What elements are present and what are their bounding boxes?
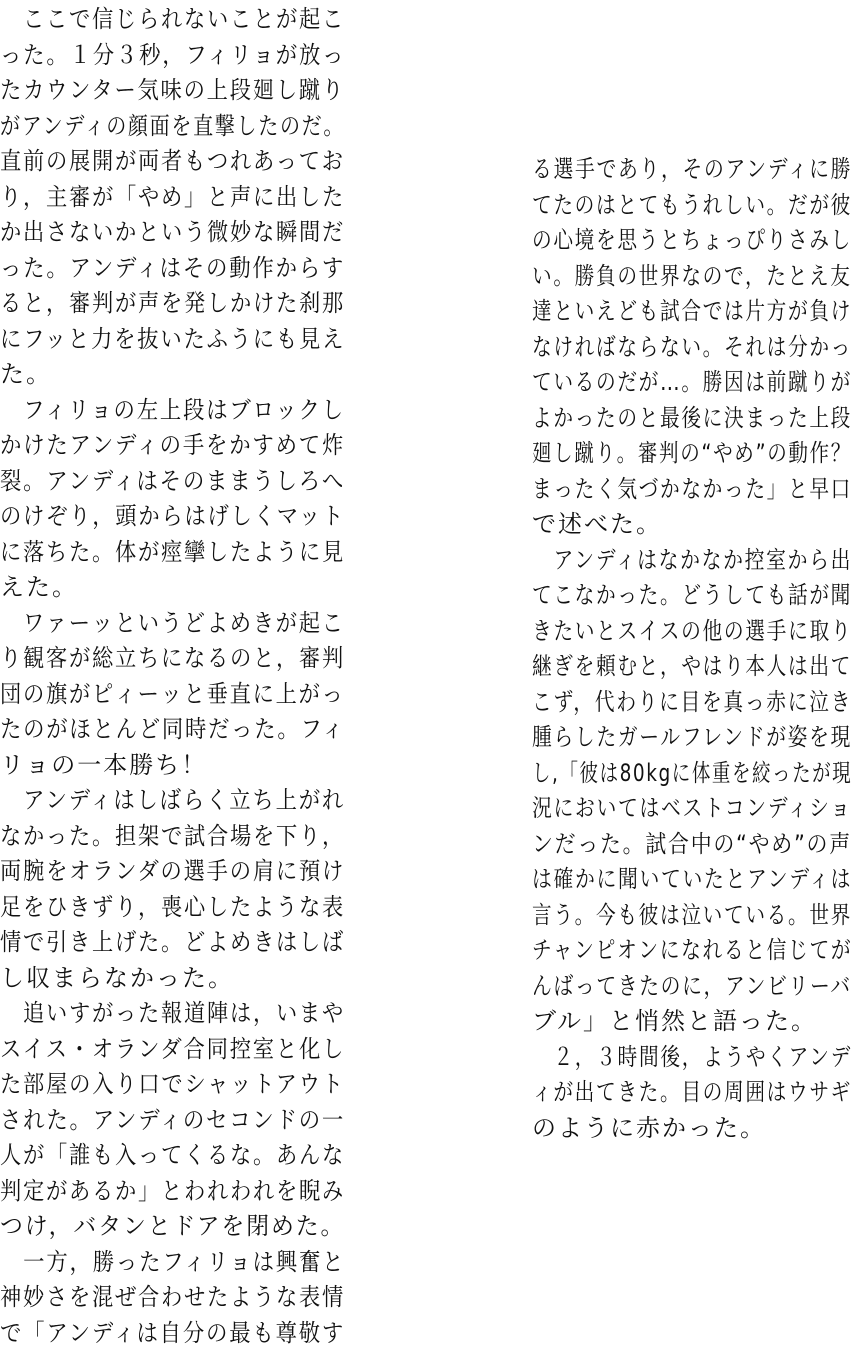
text-line: し,「彼は80kgに体重を絞ったが現 (532, 756, 779, 792)
right-text-column (532, 152, 852, 1146)
text-line: った。１分３秒，フィリョが放っ (0, 38, 308, 74)
text-line: ワァーッというどよめきが起こ (0, 606, 305, 642)
text-line: 両腕をオランダの選手の肩に預け (0, 854, 306, 890)
text-line: た。 (0, 357, 345, 393)
text-line: 足をひきずり，喪心したような表 (0, 890, 305, 926)
text-line: のように赤かった。 (532, 1111, 852, 1147)
text-line: 廻し蹴り。審判の“やめ”の動作？ (532, 436, 793, 472)
text-line: 団の旗がピィーッと垂直に上がっ (0, 677, 305, 713)
text-line: たのがほとんど同時だった。フィ (0, 712, 307, 748)
text-line: った。アンディはその動作からす (0, 251, 308, 287)
text-line: 況においてはベストコンディショ (532, 791, 797, 827)
text-line: ているのだが…。勝因は前蹴りが (532, 365, 795, 401)
text-line: で「アンディは自分の最も尊敬す (0, 1316, 308, 1351)
text-line: の心境を思うとちょっぴりさみし (532, 223, 795, 259)
text-line: ２，３時間後，ようやくアンデ (532, 1040, 795, 1076)
text-line: のけぞり，頭からはげしくマット (0, 499, 306, 535)
text-line: きたいとスイスの他の選手に取り (532, 614, 795, 650)
text-line: 腫らしたガールフレンドが姿を現 (532, 720, 796, 756)
text-line: アンディはしばらく立ち上がれ (0, 783, 308, 819)
text-line: に落ちた。体が痙攣したように見 (0, 535, 305, 571)
text-line: 追いすがった報道陣は，いまや (0, 996, 305, 1032)
text-line: 言う。今も彼は泣いている。世界 (532, 898, 795, 934)
text-line: つけ，バタンとドアを閉めた。 (0, 1209, 329, 1245)
text-line: ンだった。試合中の“やめ”の声 (532, 827, 811, 863)
text-line: された。アンディのセコンドの一 (0, 1103, 308, 1139)
text-line: 一方，勝ったフィリョは興奮と (0, 1245, 308, 1281)
text-line: ブル」と悄然と語った。 (532, 1004, 852, 1040)
text-line: ィが出てきた。目の周囲はウサギ (532, 1075, 795, 1111)
text-line: よかったのと最後に決まった上段 (532, 401, 795, 437)
text-line: リョの一本勝ち！ (0, 748, 345, 784)
text-line: か出さないかという微妙な瞬間だ (0, 215, 305, 251)
text-line: チャンピオンになれると信じてが (532, 933, 795, 969)
text-line: ここで信じられないことが起こ (0, 2, 305, 38)
text-line: 神妙さを混ぜ合わせたような表情 (0, 1280, 305, 1316)
text-line: 達といえども試合では片方が負け (532, 294, 795, 330)
text-line: 直前の展開が両者もつれあってお (0, 144, 305, 180)
text-line: 判定があるか」とわれわれを睨み (0, 1174, 305, 1210)
text-line: こず，代わりに目を真っ赤に泣き (532, 685, 796, 721)
text-line: たカウンター気味の上段廻し蹴り (0, 73, 306, 109)
text-line: 人が「誰も入ってくるな。あんな (0, 1138, 305, 1174)
text-line: えた。 (0, 570, 345, 606)
text-line: し収まらなかった。 (0, 961, 345, 997)
text-line: なければならない。それは分かっ (532, 330, 795, 366)
text-line: がアンディの顔面を直撃したのだ。 (0, 109, 288, 145)
text-line: る選手であり，そのアンディに勝 (532, 152, 797, 188)
text-line: 情で引き上げた。どよめきはしば (0, 925, 305, 961)
text-line: にフッと力を抜いたふうにも見え (0, 322, 307, 358)
text-line: 裂。アンディはそのままうしろへ (0, 464, 308, 500)
text-line: んばってきたのに，アンビリーバ (532, 969, 796, 1005)
text-line: た部屋の入り口でシャットアウト (0, 1067, 306, 1103)
text-line: てこなかった。どうしても話が聞 (532, 578, 795, 614)
text-line: フィリョの左上段はブロックし (0, 393, 308, 429)
text-line: り観客が総立ちになるのと，審判 (0, 641, 305, 677)
text-line: まったく気づかなかった」と早口 (532, 472, 795, 508)
text-line: なかった。担架で試合場を下り， (0, 819, 305, 855)
text-line: で述べた。 (532, 507, 852, 543)
text-line: ると，審判が声を発しかけた刹那 (0, 286, 305, 322)
text-line: 継ぎを頼むと，やはり本人は出て (532, 649, 795, 685)
text-line: い。勝負の世界なので，たとえ友 (532, 259, 795, 295)
text-line: スイス・オランダ合同控室と化し (0, 1032, 307, 1068)
text-line: は確かに聞いていたとアンディは (532, 862, 797, 898)
text-line: アンディはなかなか控室から出 (532, 543, 797, 579)
left-text-column (0, 2, 345, 1351)
text-line: かけたアンディの手をかすめて炸 (0, 428, 308, 464)
text-line: てたのはとてもうれしい。だが彼 (532, 188, 795, 224)
text-line: り，主審が「やめ」と声に出した (0, 180, 305, 216)
